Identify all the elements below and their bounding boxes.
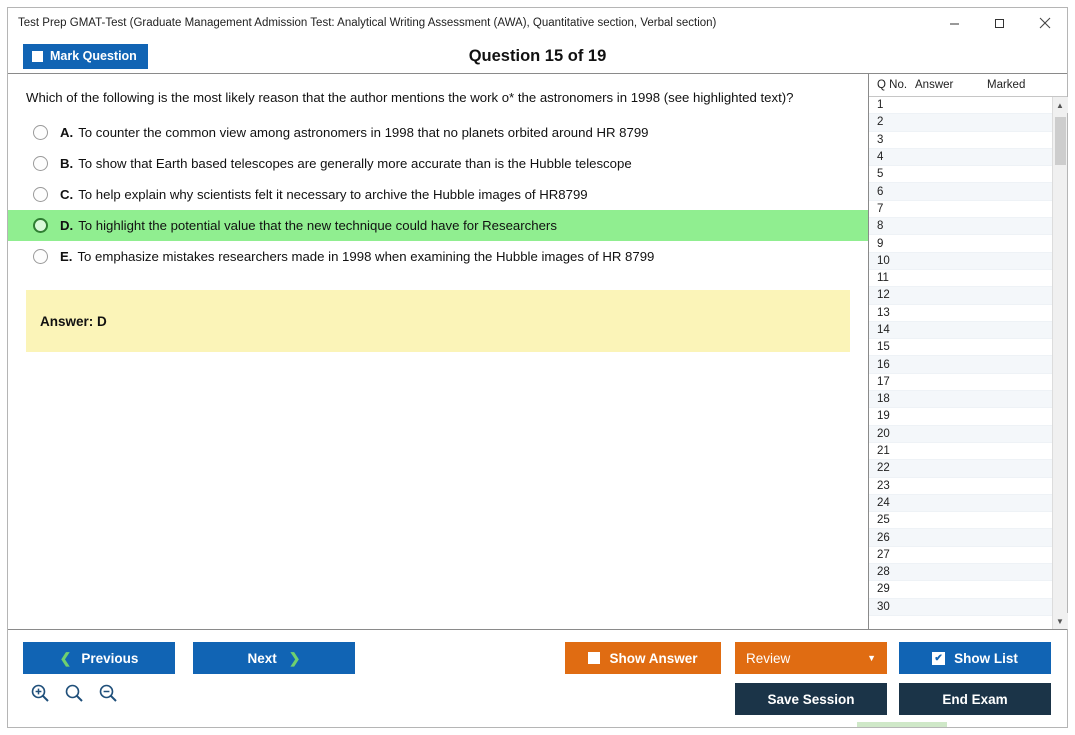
question-number: 30 [877, 600, 890, 613]
choice-d[interactable] [8, 210, 868, 241]
chevron-left-icon: ❮ [59, 649, 72, 666]
question-number: 21 [877, 445, 890, 458]
zoom-in-icon[interactable] [30, 683, 50, 708]
scroll-up-icon[interactable]: ▲ [1053, 97, 1068, 113]
status-indicator [857, 722, 947, 727]
question-list-body [869, 97, 1067, 629]
question-list-row[interactable] [869, 322, 1052, 339]
scroll-down-icon[interactable]: ▼ [1053, 613, 1068, 629]
radio-icon[interactable] [33, 156, 48, 171]
save-session-label: Save Session [767, 691, 855, 707]
show-list-label: Show List [954, 650, 1018, 666]
next-button[interactable] [193, 642, 355, 674]
question-number: 19 [877, 410, 890, 423]
question-stem: Which of the following is the most likely reason that the author mentions the work o* the astronomers in 1998 (see highlighted text)? [26, 90, 794, 105]
column-answer: Answer [915, 79, 954, 91]
show-answer-button[interactable] [565, 642, 721, 674]
question-number: 28 [877, 566, 890, 579]
question-number: 7 [877, 202, 884, 215]
footer-bar [8, 629, 1067, 727]
question-number: 11 [877, 272, 889, 285]
choice-text: To help explain why scientists felt it necessary to archive the Hubble images of HR8799 [78, 187, 588, 203]
question-number: 26 [877, 531, 890, 544]
question-number: 16 [877, 358, 890, 371]
question-number: 14 [877, 324, 890, 336]
question-pane [8, 74, 869, 629]
question-number: 18 [877, 393, 890, 406]
mark-question-label: Mark Question [50, 49, 137, 63]
question-number: 15 [877, 341, 890, 354]
close-icon[interactable] [1022, 8, 1067, 39]
question-list-row[interactable] [869, 166, 1052, 183]
choice-e[interactable] [8, 241, 868, 272]
previous-button[interactable] [23, 642, 175, 674]
minimize-icon[interactable] [932, 8, 977, 39]
save-session-button[interactable] [735, 683, 887, 715]
question-list-row[interactable] [869, 339, 1052, 356]
question-number: 5 [877, 168, 884, 181]
choice-text: To highlight the potential value that the new technique could have for Researchers [78, 218, 557, 234]
question-number: 3 [877, 133, 884, 146]
question-list-row[interactable] [869, 218, 1052, 235]
question-list-row[interactable] [869, 97, 1052, 114]
question-list-row[interactable] [869, 235, 1052, 252]
radio-icon[interactable] [33, 187, 48, 202]
question-number: 10 [877, 254, 890, 267]
radio-icon[interactable] [33, 249, 48, 264]
question-list-row[interactable] [869, 564, 1052, 581]
question-list-row[interactable] [869, 270, 1052, 287]
end-exam-label: End Exam [942, 691, 1008, 707]
answer-box [26, 290, 850, 352]
radio-icon[interactable] [33, 125, 48, 140]
chevron-right-icon: ❯ [288, 649, 301, 666]
question-number: 29 [877, 583, 890, 596]
question-list-row[interactable] [869, 253, 1052, 270]
question-list-row[interactable] [869, 547, 1052, 564]
choice-letter: E. [60, 249, 73, 265]
scrollbar-track[interactable] [1053, 113, 1068, 613]
zoom-out-icon[interactable] [98, 683, 118, 708]
question-number: 2 [877, 116, 884, 129]
choice-letter: D. [60, 218, 74, 234]
question-list-row[interactable] [869, 512, 1052, 529]
choice-letter: A. [60, 125, 74, 141]
question-list-row[interactable] [869, 287, 1052, 304]
question-number: 27 [877, 548, 890, 561]
zoom-toolbar [30, 683, 118, 708]
question-number: 4 [877, 151, 884, 164]
question-number: 9 [877, 237, 884, 250]
question-list-header [869, 74, 1067, 97]
choice-list [8, 111, 868, 272]
column-q-no: Q No. [877, 79, 908, 91]
mark-question-button[interactable] [23, 44, 148, 69]
question-number: 17 [877, 375, 890, 388]
chevron-down-icon: ▼ [867, 653, 876, 663]
choice-letter: C. [60, 187, 74, 203]
main-body [8, 73, 1067, 629]
maximize-icon[interactable] [977, 8, 1022, 39]
show-list-checkbox-icon: ✔ [932, 652, 945, 665]
choice-letter: B. [60, 156, 74, 172]
question-number: 20 [877, 427, 890, 440]
question-number: 25 [877, 514, 890, 527]
question-list-row[interactable] [869, 391, 1052, 408]
question-list-row[interactable] [869, 149, 1052, 166]
question-list-row[interactable] [869, 529, 1052, 546]
question-list-row[interactable] [869, 132, 1052, 149]
question-number: 13 [877, 306, 890, 319]
question-list-row[interactable] [869, 460, 1052, 477]
previous-label: Previous [81, 650, 139, 666]
question-number: 12 [877, 289, 890, 302]
zoom-icon[interactable] [64, 683, 84, 708]
window-title: Test Prep GMAT-Test (Graduate Management Admission Test: Analytical Writing Assessment (AWA), Quantitative section, Verbal section) [18, 17, 717, 29]
question-list-scrollbar[interactable] [1052, 97, 1067, 629]
window-controls [932, 8, 1067, 39]
question-list-row[interactable] [869, 599, 1052, 616]
question-list-row[interactable] [869, 201, 1052, 218]
show-answer-label: Show Answer [609, 650, 698, 666]
radio-icon[interactable] [33, 218, 48, 233]
title-bar [8, 8, 1067, 39]
question-list-row[interactable] [869, 114, 1052, 131]
question-number: 8 [877, 220, 884, 233]
question-list-row[interactable] [869, 443, 1052, 460]
question-number: 1 [877, 99, 884, 112]
scrollbar-thumb[interactable] [1055, 117, 1066, 165]
question-list-row[interactable] [869, 426, 1052, 443]
question-list-row[interactable] [869, 495, 1052, 512]
exam-window [7, 7, 1068, 728]
question-list-row[interactable] [869, 581, 1052, 598]
question-list[interactable] [869, 97, 1052, 629]
mark-question-checkbox-icon [32, 51, 43, 62]
question-number: 24 [877, 496, 890, 509]
question-number: 22 [877, 462, 890, 475]
question-list-pane [869, 74, 1067, 629]
choice-text: To emphasize mistakes researchers made in 1998 when examining the Hubble images of HR 8799 [77, 249, 655, 265]
choice-b[interactable] [8, 148, 868, 179]
question-list-row[interactable] [869, 183, 1052, 200]
choice-text: To counter the common view among astronomers in 1998 that no planets orbited around HR 8799 [78, 125, 649, 141]
question-number: 6 [877, 185, 884, 198]
review-dropdown[interactable] [735, 642, 887, 674]
next-label: Next [247, 650, 277, 666]
end-exam-button[interactable] [899, 683, 1051, 715]
choice-c[interactable] [8, 179, 868, 210]
question-list-row[interactable] [869, 356, 1052, 373]
review-label: Review [746, 650, 791, 666]
question-list-row[interactable] [869, 305, 1052, 322]
question-list-row[interactable] [869, 478, 1052, 495]
choice-text: To show that Earth based telescopes are generally more accurate than is the Hubble telescope [78, 156, 632, 172]
question-list-row[interactable] [869, 374, 1052, 391]
column-marked: Marked [987, 79, 1026, 91]
choice-a[interactable] [8, 117, 868, 148]
show-list-button[interactable] [899, 642, 1051, 674]
header-strip [8, 39, 1067, 73]
question-list-row[interactable] [869, 408, 1052, 425]
question-number: 23 [877, 479, 890, 492]
page-title: Question 15 of 19 [468, 46, 607, 65]
show-answer-checkbox-icon [588, 652, 600, 664]
answer-label: Answer: D [40, 313, 107, 329]
